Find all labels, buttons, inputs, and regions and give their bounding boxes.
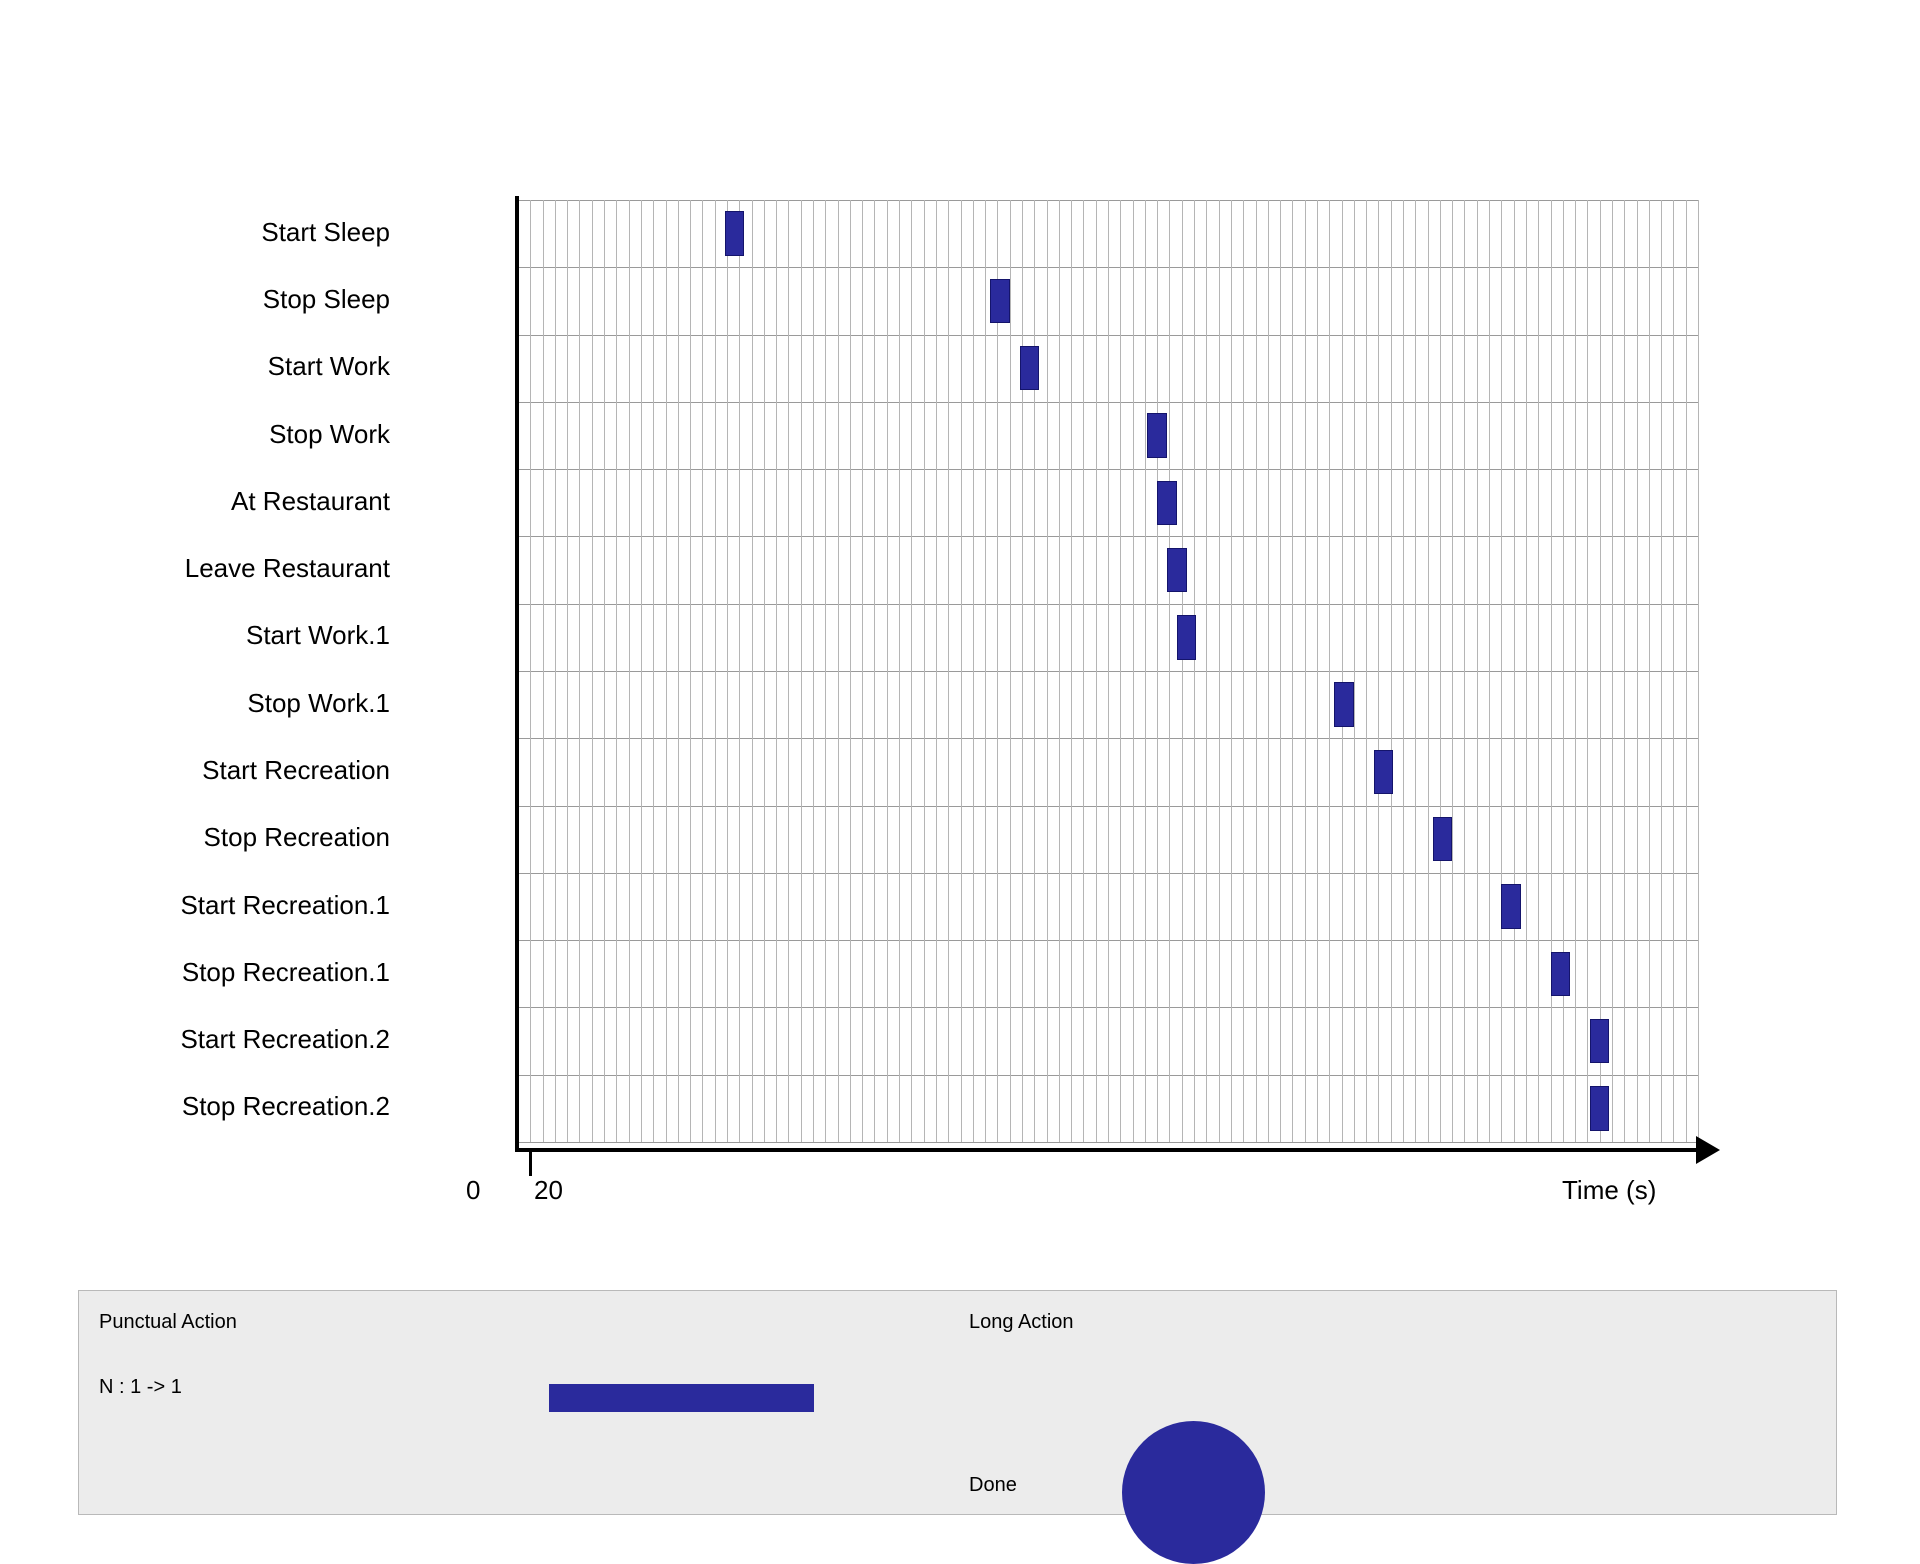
grid-line-vertical [874,200,875,1142]
grid-line-vertical [1071,200,1072,1142]
grid-line-vertical [813,200,814,1142]
grid-line-vertical [850,200,851,1142]
grid-line-vertical [579,200,580,1142]
grid-line-vertical [1317,200,1318,1142]
grid-line-vertical [862,200,863,1142]
category-label: Stop Sleep [262,283,390,314]
category-label: Start Recreation [202,754,390,785]
grid-line-vertical [1145,200,1146,1142]
event-bar [1590,1019,1610,1063]
grid-line-vertical [555,200,556,1142]
grid-line-vertical [641,200,642,1142]
x-axis-line [515,1148,1700,1152]
status-indicator-circle [1122,1421,1265,1564]
grid-line-vertical [1403,200,1404,1142]
grid-line-vertical [1452,200,1453,1142]
grid-line-vertical [973,200,974,1142]
grid-line-vertical [1673,200,1674,1142]
grid-line-vertical [1391,200,1392,1142]
progress-bar [549,1384,814,1412]
grid-line-vertical [1538,200,1539,1142]
grid-line-vertical [911,200,912,1142]
grid-line-vertical [727,200,728,1142]
grid-line-vertical [715,200,716,1142]
x-axis-title: Time (s) [1562,1175,1657,1205]
grid-line-vertical [1083,200,1084,1142]
grid-line-vertical [1587,200,1588,1142]
category-label: Leave Restaurant [184,553,390,584]
event-bar [725,211,745,255]
x-axis-tick-20 [529,1152,532,1176]
punctual-action-title: Punctual Action [99,1311,237,1333]
grid-line-vertical [543,200,544,1142]
event-bar [1334,682,1354,726]
grid-line-vertical [825,200,826,1142]
grid-line-vertical [948,200,949,1142]
grid-line-vertical [1526,200,1527,1142]
grid-line-vertical [801,200,802,1142]
category-label: Start Sleep [261,216,390,247]
grid-line-vertical [653,200,654,1142]
grid-line-vertical [1624,200,1625,1142]
grid-line-vertical [1182,200,1183,1142]
event-bar [1374,750,1394,794]
grid-line-vertical [1120,200,1121,1142]
grid-line-vertical [1108,200,1109,1142]
action-panel [78,1290,1837,1515]
grid-line-vertical [690,200,691,1142]
grid-line-vertical [1059,200,1060,1142]
grid-line-vertical [1329,200,1330,1142]
grid-line-vertical [1268,200,1269,1142]
x-tick-label-0: 0 [466,1175,481,1205]
category-label: Start Work.1 [245,620,390,651]
grid-line-vertical [1649,200,1650,1142]
grid-line-vertical [838,200,839,1142]
event-bar [1177,615,1197,659]
grid-line-vertical [1501,200,1502,1142]
grid-line-vertical [936,200,937,1142]
grid-line-vertical [1661,200,1662,1142]
event-bar [1501,884,1521,928]
y-axis-line [515,196,519,1151]
plot-area [518,200,1698,1142]
grid-line-vertical [1034,200,1035,1142]
grid-line-vertical [1256,200,1257,1142]
grid-line-vertical [1637,200,1638,1142]
grid-line-vertical [752,200,753,1142]
grid-line-vertical [530,200,531,1142]
category-label: Start Work [267,351,390,382]
grid-line-vertical [1366,200,1367,1142]
grid-line-vertical [1551,200,1552,1142]
category-label: Stop Recreation [203,822,390,853]
grid-line-vertical [1378,200,1379,1142]
grid-line-vertical [1514,200,1515,1142]
x-axis-arrow-icon [1696,1136,1720,1164]
grid-line-vertical [1169,200,1170,1142]
grid-line-vertical [629,200,630,1142]
grid-line-vertical [1477,200,1478,1142]
grid-line-vertical [1575,200,1576,1142]
grid-line-vertical [666,200,667,1142]
grid-line-vertical [924,200,925,1142]
grid-line-vertical [985,200,986,1142]
grid-line-vertical [788,200,789,1142]
grid-line-vertical [961,200,962,1142]
event-bar [1590,1086,1610,1130]
grid-line-vertical [997,200,998,1142]
grid-line-vertical [887,200,888,1142]
grid-line-vertical [1428,200,1429,1142]
event-bar [1167,548,1187,592]
grid-line-vertical [1010,200,1011,1142]
grid-line-vertical [1157,200,1158,1142]
grid-line-vertical [1342,200,1343,1142]
event-bar [1147,413,1167,457]
category-label: Start Recreation.1 [180,889,390,920]
grid-line-vertical [1464,200,1465,1142]
event-bar [990,279,1010,323]
grid-line-vertical [702,200,703,1142]
event-bar [1020,346,1040,390]
grid-line-vertical [1231,200,1232,1142]
category-label: Stop Work [269,418,390,449]
grid-line-horizontal [518,1142,1698,1143]
grid-line-vertical [1305,200,1306,1142]
counter-label: N : 1 -> 1 [99,1376,182,1398]
category-labels [0,0,390,1240]
grid-line-vertical [1415,200,1416,1142]
grid-line-vertical [1022,200,1023,1142]
category-label: At Restaurant [231,485,390,516]
event-bar [1433,817,1453,861]
grid-line-vertical [592,200,593,1142]
grid-line-vertical [1096,200,1097,1142]
grid-line-vertical [1206,200,1207,1142]
grid-line-vertical [776,200,777,1142]
grid-line-vertical [678,200,679,1142]
category-label: Stop Work.1 [247,687,390,718]
grid-line-vertical [1440,200,1441,1142]
grid-line-vertical [1219,200,1220,1142]
grid-line-vertical [1600,200,1601,1142]
grid-line-vertical [899,200,900,1142]
grid-line-vertical [604,200,605,1142]
grid-line-vertical [1354,200,1355,1142]
grid-line-vertical [1292,200,1293,1142]
category-label: Start Recreation.2 [180,1024,390,1055]
grid-line-vertical [739,200,740,1142]
category-label: Stop Recreation.1 [181,956,390,987]
grid-line-vertical [1133,200,1134,1142]
grid-line-vertical [1686,200,1687,1142]
done-label: Done [969,1474,1017,1496]
grid-line-vertical [1047,200,1048,1142]
x-tick-label-20: 20 [534,1175,563,1205]
grid-line-vertical [1563,200,1564,1142]
long-action-title: Long Action [969,1311,1074,1333]
grid-line-vertical [1243,200,1244,1142]
event-bar [1157,481,1177,525]
grid-line-vertical [1698,200,1699,1142]
grid-line-vertical [1489,200,1490,1142]
grid-line-vertical [1194,200,1195,1142]
event-bar [1551,952,1571,996]
grid-line-vertical [567,200,568,1142]
grid-line-vertical [764,200,765,1142]
grid-line-vertical [616,200,617,1142]
category-label: Stop Recreation.2 [181,1091,390,1122]
grid-line-vertical [1280,200,1281,1142]
grid-line-vertical [1612,200,1613,1142]
